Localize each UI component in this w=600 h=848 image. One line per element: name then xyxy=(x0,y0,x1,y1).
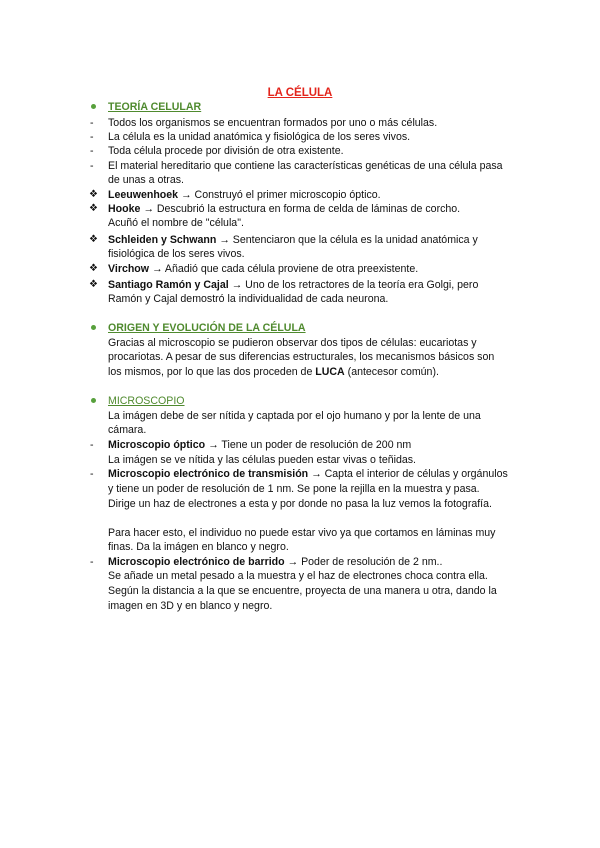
transmision-cont: Para hacer esto, el individuo no puede estar vivo ya que cortamos en láminas muy xyxy=(108,527,496,539)
dash-marker: - xyxy=(90,117,94,129)
heading-teoria-celular: TEORÍA CELULAR xyxy=(108,101,202,113)
diamond-bullet-icon: ❖ xyxy=(89,279,98,290)
person-text: → Descubrió la estructura en forma de celda de láminas de corcho. xyxy=(140,203,461,215)
heading-microscopio: MICROSCOPIO xyxy=(108,395,185,407)
person-text: → Sentenciaron que la célula es la unidad anatómica y xyxy=(216,234,478,246)
microscope-name: Microscopio electrónico de transmisión xyxy=(108,468,309,480)
microscope-text: → Poder de resolución de 2 nm.. xyxy=(284,556,443,568)
person-name: Hooke xyxy=(108,203,141,215)
heading-origen-evolucion: ORIGEN Y EVOLUCIÓN DE LA CÉLULA xyxy=(108,322,306,334)
bullet-dot-icon xyxy=(91,398,96,403)
microscope-text: → Tiene un poder de resolución de 200 nm xyxy=(205,439,412,451)
diamond-bullet-icon: ❖ xyxy=(89,203,98,214)
person-schleiden-cont: fisiológica de los seres vivos. xyxy=(108,248,245,260)
origen-line: procariotas. A pesar de sus diferencias estructurales, los mecanismos básicos son xyxy=(108,351,495,363)
person-ramon-y-cajal xyxy=(108,278,478,292)
luca-term: LUCA xyxy=(315,366,345,378)
person-text: → Construyó el primer microscopio óptico. xyxy=(178,189,381,201)
person-hooke xyxy=(108,202,460,216)
dash-marker: - xyxy=(90,160,94,172)
teoria-item: El material hereditario que contiene las características genéticas de una célula pasa xyxy=(108,160,503,172)
person-name: Virchow xyxy=(108,263,150,275)
origen-text: los mismos, por lo que las dos proceden de xyxy=(108,366,316,378)
diamond-bullet-icon: ❖ xyxy=(89,234,98,245)
microscopio-optico-cont: La imágen se ve nítida y las células pueden estar vivas o teñidas. xyxy=(108,454,416,466)
transmision-cont: Dirige un haz de electrones a esta y por donde no pasa la luz vemos la fotografía. xyxy=(108,498,492,510)
dash-marker: - xyxy=(90,468,94,480)
person-virchow xyxy=(108,262,418,276)
person-name: Schleiden y Schwann xyxy=(108,234,217,246)
dash-marker: - xyxy=(90,131,94,143)
teoria-item: Toda célula procede por división de otra existente. xyxy=(108,145,344,157)
barrido-cont: Se añade un metal pesado a la muestra y el haz de electrones choca contra ella. xyxy=(108,570,488,582)
person-name: Santiago Ramón y Cajal xyxy=(108,279,229,291)
person-schleiden-schwann xyxy=(108,233,478,247)
teoria-item-cont: de unas a otras. xyxy=(108,174,184,186)
microscope-text: → Capta el interior de células y orgánulos xyxy=(308,468,508,480)
diamond-bullet-icon: ❖ xyxy=(89,263,98,274)
microscopio-transmision xyxy=(108,467,508,481)
microscopio-barrido xyxy=(108,555,442,569)
teoria-item: La célula es la unidad anatómica y fisiológica de los seres vivos. xyxy=(108,131,411,143)
person-leeuwenhoek xyxy=(108,188,381,202)
dash-marker: - xyxy=(90,439,94,451)
person-hooke-cont: Acuñó el nombre de "célula". xyxy=(108,217,244,229)
bullet-dot-icon xyxy=(91,325,96,330)
microscope-name: Microscopio óptico xyxy=(108,439,206,451)
transmision-cont: y tiene un poder de resolución de 1 nm. Se pone la rejilla en la muestra y pasa. xyxy=(108,483,480,495)
person-text: → Uno de los retractores de la teoría era Golgi, pero xyxy=(228,279,479,291)
origen-text-after: (antecesor común). xyxy=(344,366,439,378)
person-ramon-cont: Ramón y Cajal demostró la individualidad de cada neurona. xyxy=(108,293,389,305)
microscopio-intro: La imágen debe de ser nítida y captada por el ojo humano y por la lente de una xyxy=(108,410,481,422)
microscopio-intro: cámara. xyxy=(108,424,147,436)
person-name: Leeuwenhoek xyxy=(108,189,179,201)
person-text: → Añadió que cada célula proviene de otra preexistente. xyxy=(149,263,419,275)
transmision-cont: finas. Da la imágen en blanco y negro. xyxy=(108,541,289,553)
diamond-bullet-icon: ❖ xyxy=(89,189,98,200)
barrido-cont: imagen en 3D y en blanco y negro. xyxy=(108,600,273,612)
microscopio-optico xyxy=(108,438,411,452)
teoria-item: Todos los organismos se encuentran formados por uno o más células. xyxy=(108,117,438,129)
dash-marker: - xyxy=(90,556,94,568)
dash-marker: - xyxy=(90,145,94,157)
microscope-name: Microscopio electrónico de barrido xyxy=(108,556,285,568)
page-title: LA CÉLULA xyxy=(267,87,333,99)
origen-line: Gracias al microscopio se pudieron observar dos tipos de células: eucariotas y xyxy=(108,337,477,349)
bullet-dot-icon xyxy=(91,104,96,109)
origen-line-luca xyxy=(108,365,439,379)
barrido-cont: Según la distancia a la que se encuentre, proyecta de una manera u otra, dando la xyxy=(108,585,497,597)
